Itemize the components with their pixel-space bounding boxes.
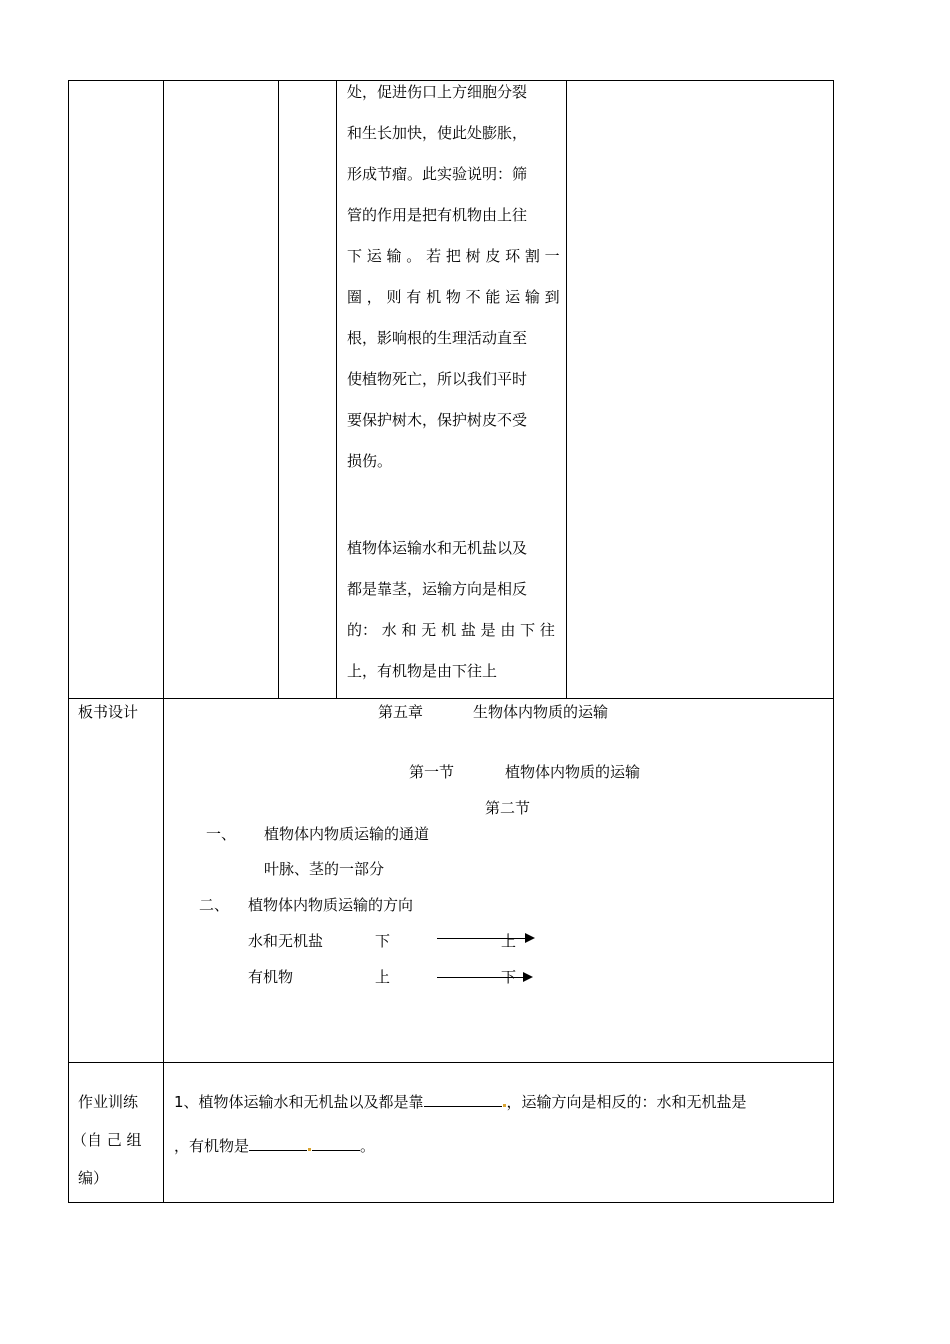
table-left-border: [68, 80, 69, 1203]
question-text: ，运输方向是相反的：水和无机盐是: [506, 1093, 747, 1111]
homework-row-top-border: [68, 1062, 834, 1063]
direction-row1-to: 上: [501, 932, 517, 950]
summary-line: 都是靠茎，运输方向是相反: [347, 580, 528, 598]
section1-title: 植物体内物质的运输: [505, 763, 641, 781]
homework-question-line2: [174, 1136, 375, 1156]
experiment-line: 根，影响根的生理活动直至: [347, 329, 528, 347]
arrow-right-icon: [437, 977, 531, 978]
table-right-border: [833, 80, 834, 1203]
marker-dot: [308, 1148, 311, 1151]
question-text: ，有机物是: [174, 1137, 250, 1155]
answer-blank[interactable]: [249, 1136, 307, 1151]
experiment-line: 要保护树木，保护树皮不受: [347, 411, 528, 429]
direction-row2-from: 上: [375, 968, 391, 986]
section1-number: 第一节: [409, 763, 455, 781]
item1-subtext: 叶脉、茎的一部分: [264, 860, 385, 878]
section2-number: 第二节: [485, 799, 531, 817]
question-text: 。: [360, 1137, 376, 1155]
chapter-title: 生物体内物质的运输: [473, 703, 609, 721]
summary-line: 的： 水 和 无 机 盐 是 由 下 往: [347, 621, 555, 639]
marker-dot: [503, 1104, 506, 1107]
direction-row2-to: 下: [501, 968, 517, 986]
summary-line: 上，有机物是由下往上: [347, 662, 498, 680]
experiment-line: 使植物死亡，所以我们平时: [347, 370, 528, 388]
experiment-line: 圈 ， 则 有 机 物 不 能 运 输 到: [347, 288, 560, 306]
board-row-top-border: [68, 698, 834, 699]
experiment-line: 和生长加快，使此处膨胀，: [347, 124, 528, 142]
label-column-border: [163, 80, 164, 1203]
homework-label-line: 编）: [78, 1169, 109, 1187]
homework-label-line: （自 己 组: [72, 1131, 142, 1149]
chapter-number: 第五章: [378, 703, 424, 721]
summary-line: 植物体运输水和无机盐以及: [347, 539, 528, 557]
homework-label-line: 作业训练: [78, 1093, 139, 1111]
direction-row1-from: 下: [375, 932, 391, 950]
table-top-border: [68, 80, 834, 81]
item1-number: 一、: [206, 825, 237, 843]
answer-blank[interactable]: [312, 1136, 360, 1151]
column-border-3: [336, 80, 337, 699]
column-border-4: [566, 80, 567, 699]
answer-blank[interactable]: [424, 1092, 502, 1107]
experiment-line: 损伤。: [347, 452, 393, 470]
question-text: 1、植物体运输水和无机盐以及都是靠: [174, 1093, 424, 1111]
item2-number: 二、: [199, 896, 230, 914]
column-border-2: [278, 80, 279, 699]
homework-question-line1: [174, 1092, 747, 1112]
experiment-line: 管的作用是把有机物由上往: [347, 206, 528, 224]
direction-row1-name: 水和无机盐: [248, 932, 324, 950]
experiment-line: 处，促进伤口上方细胞分裂: [347, 83, 528, 101]
table-bottom-border: [68, 1202, 834, 1203]
direction-row2-name: 有机物: [248, 968, 294, 986]
arrow-right-icon: [437, 938, 533, 939]
experiment-line: 形成节瘤。此实验说明：筛: [347, 165, 528, 183]
item2-text: 植物体内物质运输的方向: [248, 896, 414, 914]
board-label: 板书设计: [78, 703, 139, 721]
item1-text: 植物体内物质运输的通道: [264, 825, 430, 843]
experiment-line: 下 运 输 。 若 把 树 皮 环 割 一: [347, 247, 560, 265]
